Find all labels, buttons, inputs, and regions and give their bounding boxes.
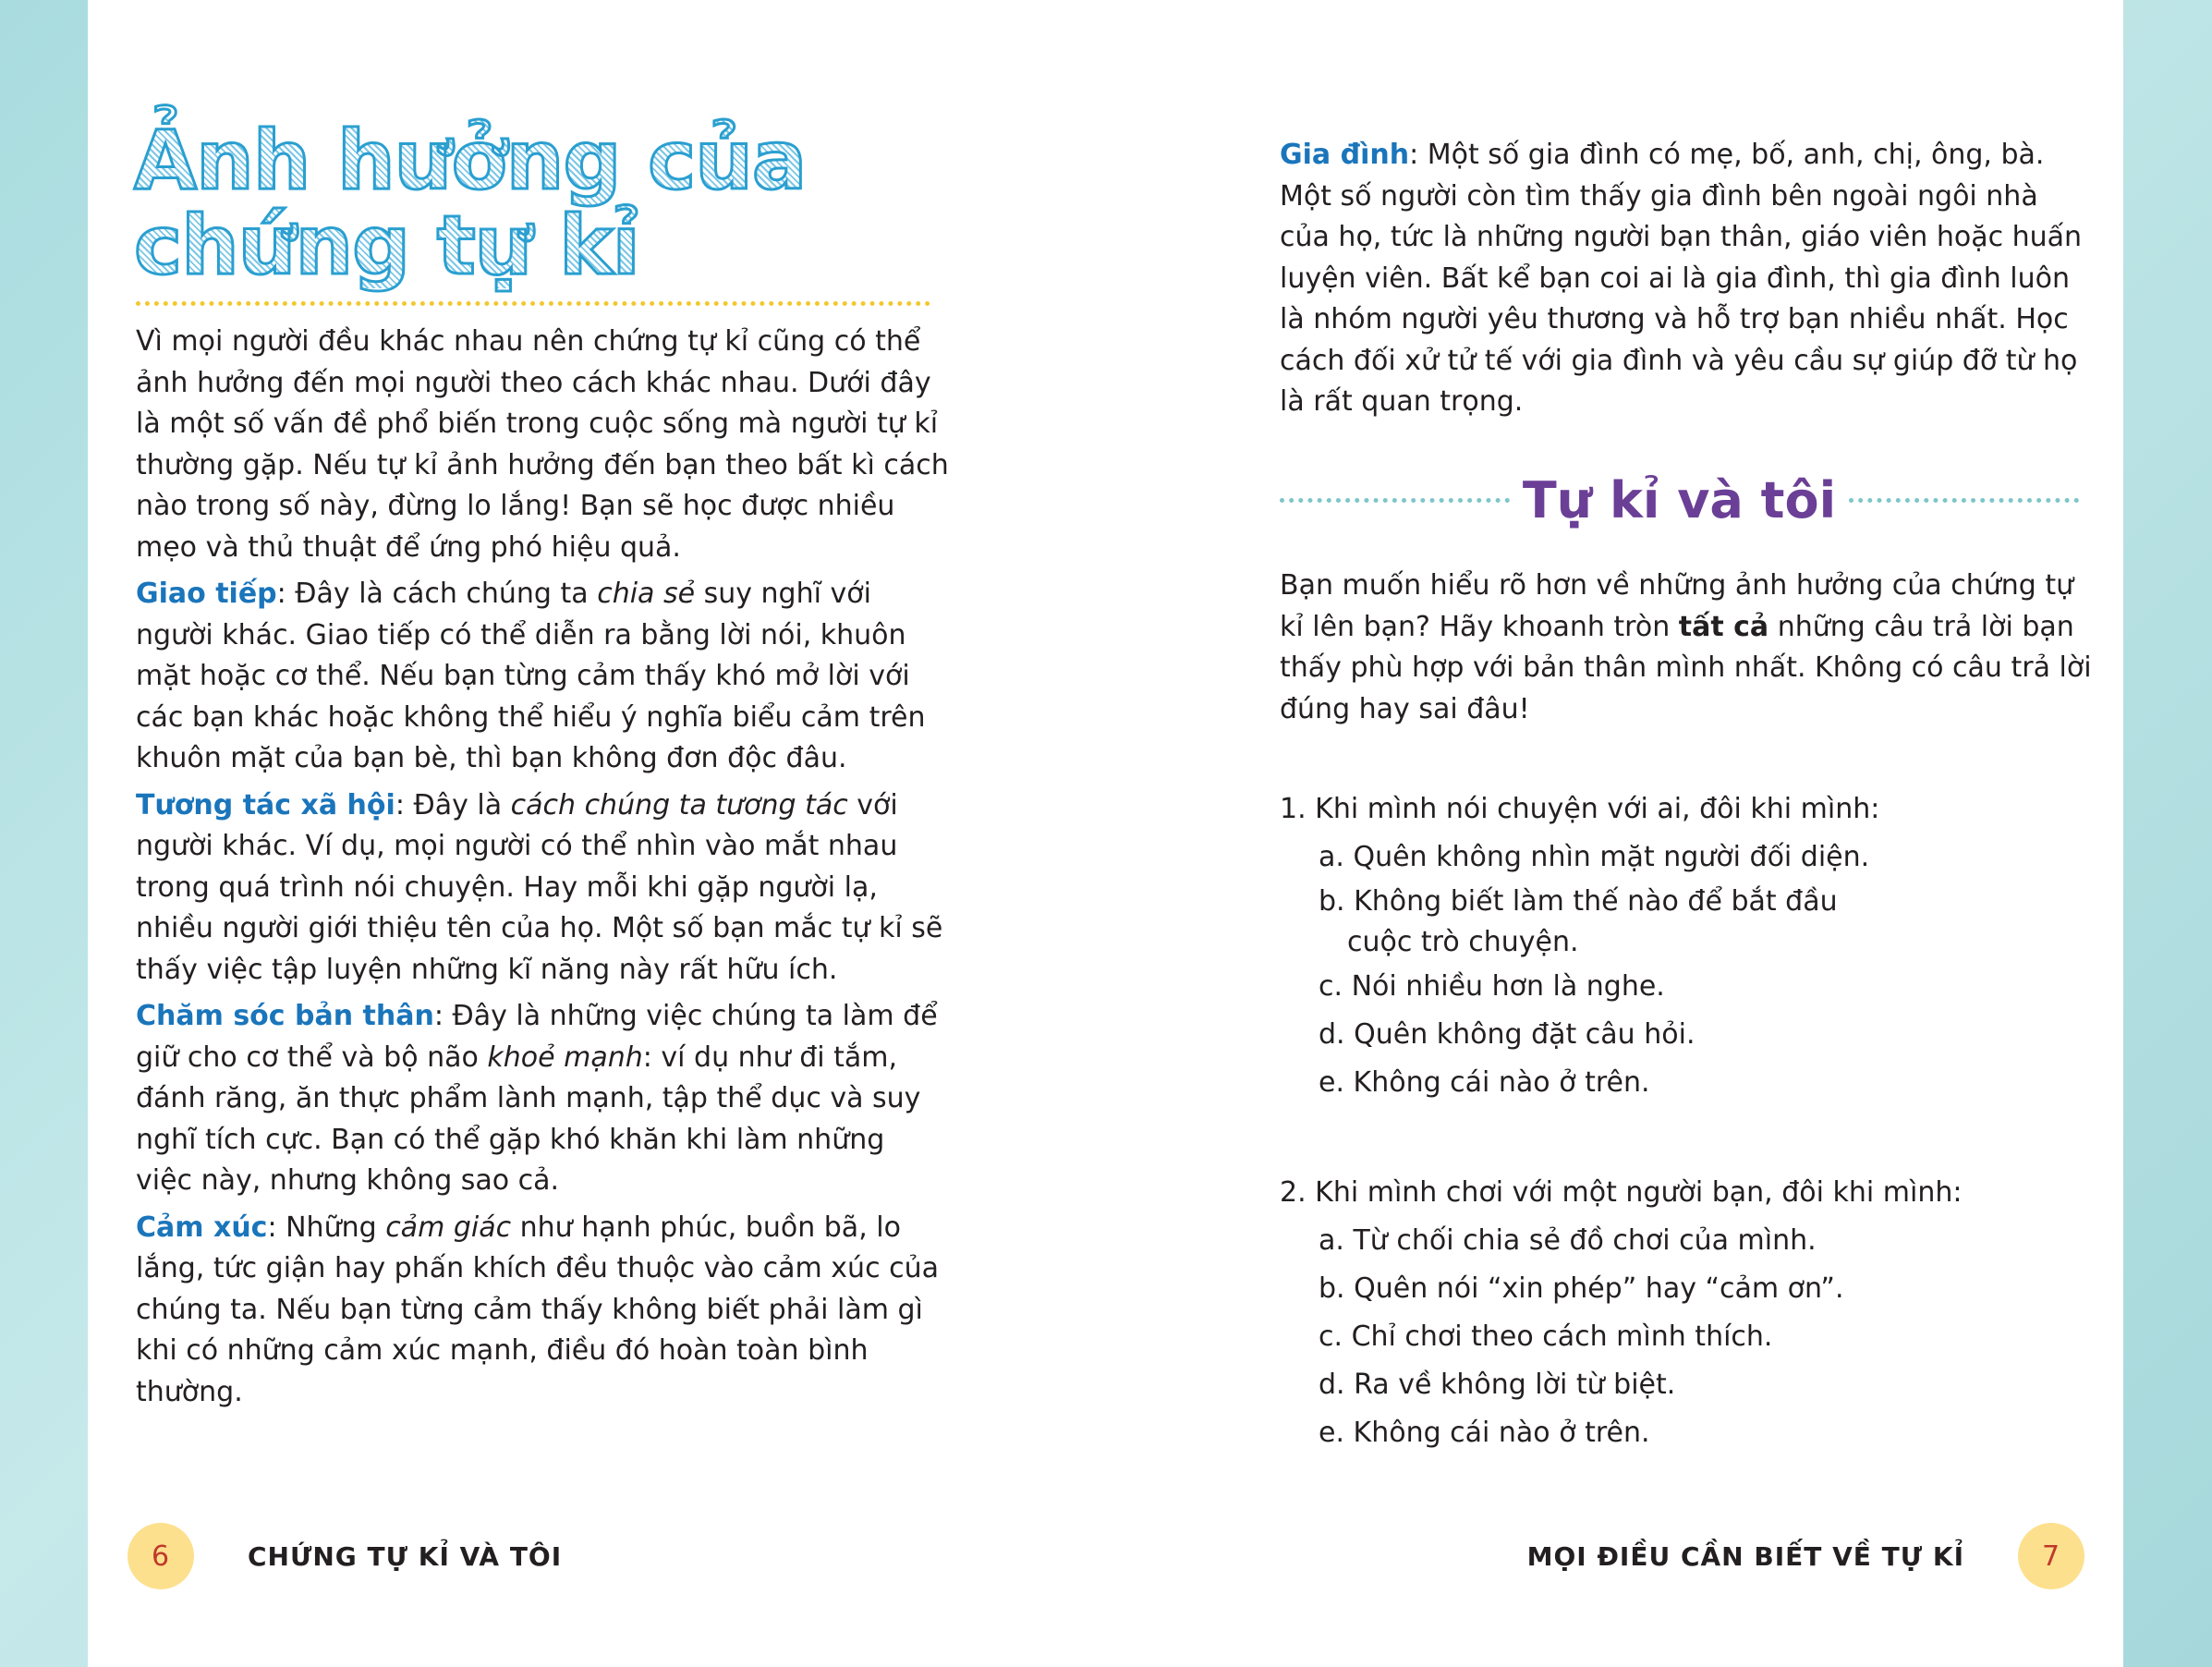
quiz-bold: tất cả (1678, 610, 1769, 643)
answer-option[interactable]: a. Quên không nhìn mặt người đối diện. (1319, 841, 1870, 873)
section-text: suy nghĩ với người khác. Giao tiếp có thể diễn ra bằng lời nói, khuôn mặt hoặc cơ thể. Nếu bạn từng cảm thấy khó mở lời với các bạn khác hoặc không thể hiểu ý nghĩa biểu cảm trên khuôn mặt của bạn bè, thì bạn không đơn độc đâu. (136, 578, 926, 774)
title-line-2: chứng tự kỉ (134, 198, 639, 293)
section-self-care (136, 996, 949, 1202)
section-text: : Đây là cách chúng ta (276, 578, 598, 610)
dotted-rule-left (1280, 498, 1510, 503)
page-number-badge: 7 (2018, 1523, 2084, 1589)
answer-option[interactable]: c. Nói nhiều hơn là nghe. (1319, 970, 1665, 1003)
section-heading (1280, 471, 2079, 529)
section-emotions (136, 1208, 949, 1414)
dotted-rule-right (1849, 498, 2079, 503)
running-title: CHỨNG TỰ KỈ VÀ TÔI (248, 1540, 563, 1572)
dotted-divider (136, 301, 930, 306)
running-title: MỌI ĐIỀU CẦN BIẾT VỀ TỰ KỈ (1526, 1540, 1964, 1572)
section-label: Tương tác xã hội (136, 788, 395, 821)
quiz-intro (1280, 566, 2093, 736)
section-italic: chia sẻ (597, 578, 696, 610)
section-text: : Đây là (395, 788, 511, 821)
title-line-1: Ảnh hưởng của (134, 113, 807, 208)
answer-option[interactable]: e. Không cái nào ở trên. (1319, 1066, 1650, 1099)
question-2 (1280, 1169, 2093, 1457)
answer-option[interactable]: c. Chỉ chơi theo cách mình thích. (1319, 1320, 1773, 1353)
section-text: như hạnh phúc, buồn bã, lo lắng, tức giận hay phấn khích đều thuộc vào cảm xúc của chúng ta. Nếu bạn từng cảm thấy không biết phải làm gì khi có những cảm xúc mạnh, điều đó hoàn toàn bình thường. (136, 1211, 939, 1408)
section-text: : Một số gia đình có mẹ, bố, anh, chị, ông, bà. Một số người còn tìm thấy gia đình bên ngoài ngôi nhà của họ, tức là những người bạn thân, giáo viên hoặc huấn luyện viên. Bất kể bạn coi ai là gia đình, thì gia đình luôn là nhóm người yêu thương và hỗ trợ bạn nhiều nhất. Học cách đối xử tử tế với gia đình và yêu cầu sự giúp đỡ từ họ là rất quan trọng. (1280, 139, 2083, 418)
question-text: 2. Khi mình chơi với một người bạn, đôi khi mình: (1280, 1176, 1963, 1209)
quiz-text: Bạn muốn hiểu rõ hơn về những ảnh hưởng của chứng tự kỉ lên bạn? Hãy khoanh tròn (1280, 569, 2074, 643)
section-label: Cảm xúc (136, 1211, 268, 1244)
quiz-text: những câu trả lời bạn thấy phù hợp với bản thân mình nhất. Không có câu trả lời đúng hay sai đâu! (1280, 610, 2092, 725)
left-column (136, 322, 949, 1418)
section-italic: cảm giác (385, 1211, 512, 1244)
page-number-badge: 6 (128, 1523, 194, 1589)
section-text: : Những (267, 1211, 386, 1244)
section-label: Chăm sóc bản thân (136, 1000, 434, 1032)
answer-option[interactable]: d. Quên không đặt câu hỏi. (1319, 1018, 1695, 1051)
heading-text: Tự kỉ và tôi (1522, 471, 1837, 529)
answer-option[interactable]: e. Không cái nào ở trên. (1319, 1417, 1650, 1449)
section-social (136, 785, 949, 992)
answer-option[interactable]: d. Ra về không lời từ biệt. (1319, 1369, 1676, 1401)
section-communication (136, 574, 949, 780)
footer-right (1527, 1523, 2084, 1589)
answer-option[interactable]: b. Không biết làm thế nào để bắt đầu cuộc trò chuyện. (1319, 885, 1838, 958)
page-title (134, 113, 807, 293)
section-italic: cách chúng ta tương tác (510, 788, 848, 821)
question-1 (1280, 785, 2093, 1107)
answer-option[interactable]: b. Quên nói “xin phép” hay “cảm ơn”. (1319, 1272, 1844, 1305)
section-text: : ví dụ như đi tắm, đánh răng, ăn thực phẩm lành mạnh, tập thể dục và suy nghĩ tích cực. Bạn có thể gặp khó khăn khi làm những việc này, nhưng không sao cả. (136, 1040, 921, 1197)
footer-left (128, 1523, 562, 1589)
question-text: 1. Khi mình nói chuyện với ai, đôi khi mình: (1280, 793, 1880, 825)
section-italic: khoẻ mạnh (487, 1040, 643, 1074)
answer-option[interactable]: a. Từ chối chia sẻ đồ chơi của mình. (1319, 1224, 1817, 1257)
intro-paragraph: Vì mọi người đều khác nhau nên chứng tự kỉ cũng có thể ảnh hưởng đến mọi người theo cách khác nhau. Dưới đây là một số vấn đề phổ biến trong cuộc sống mà người tự kỉ thường gặp. Nếu tự kỉ ảnh hưởng đến bạn theo bất kì cách nào trong số này, đừng lo lắng! Bạn sẽ học được nhiều mẹo và thủ thuật để ứng phó hiệu quả. (136, 325, 949, 564)
section-label: Giao tiếp (136, 578, 277, 610)
section-label: Gia đình (1280, 139, 1410, 171)
section-text: : Đây là những việc chúng ta làm để giữ cho cơ thể và bộ não (136, 1000, 938, 1074)
section-text: với người khác. Ví dụ, mọi người có thể nhìn vào mắt nhau trong quá trình nói chuyện. Hay mỗi khi gặp người lạ, nhiều người giới thiệu tên của họ. Một số bạn mắc tự kỉ sẽ thấy việc tập luyện những kĩ năng này rất hữu ích. (136, 788, 943, 986)
family-paragraph (1280, 135, 2093, 429)
